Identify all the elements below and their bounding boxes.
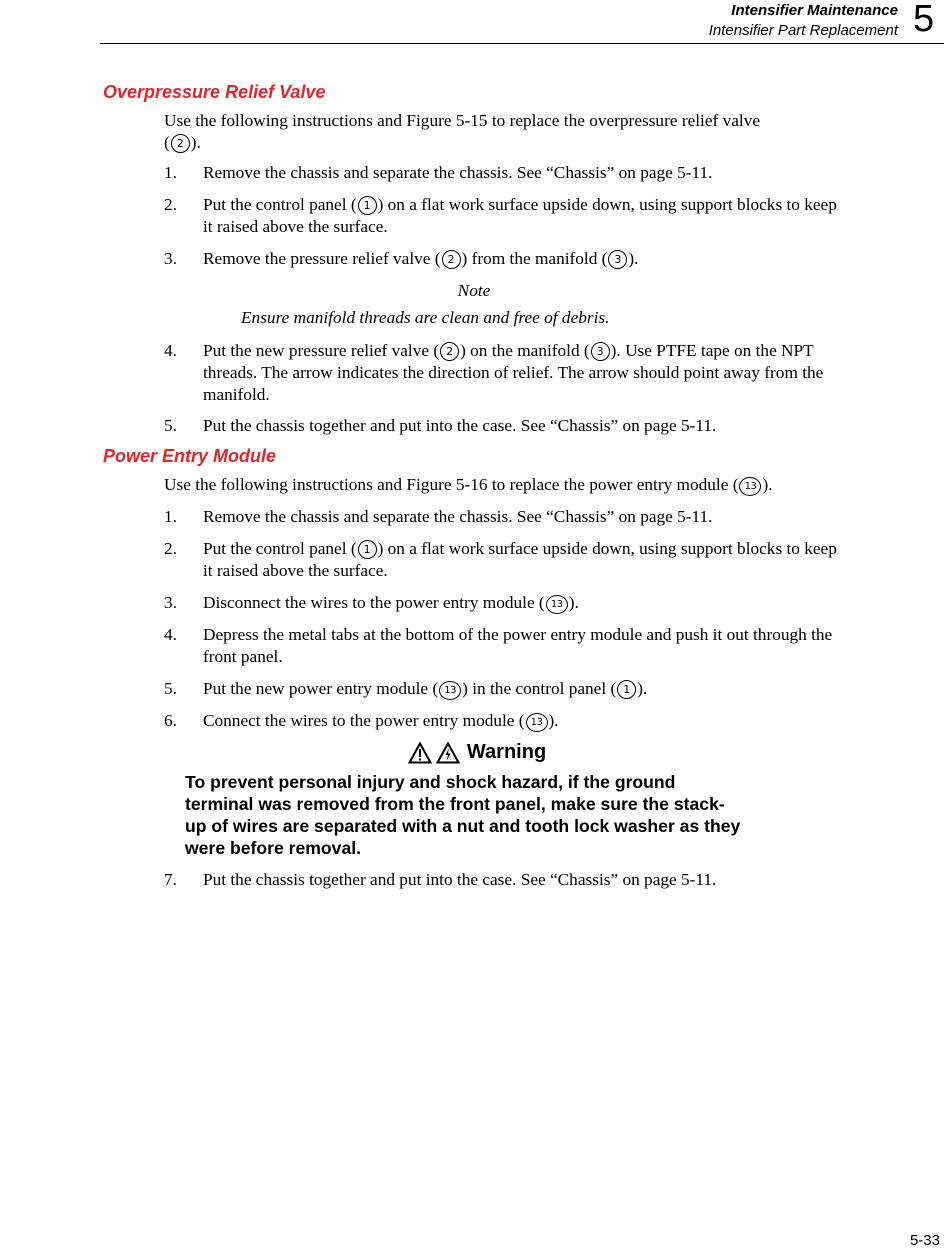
step-text: Put the chassis together and put into the case. See “Chassis” on page 5-11. [203, 870, 717, 889]
callout-13: 13 [546, 595, 568, 614]
list-item [164, 194, 844, 238]
callout-2: 2 [442, 250, 461, 269]
list-item [164, 248, 844, 270]
step-number: 5. [164, 679, 177, 698]
note-title: Note [457, 281, 491, 300]
header-rule [100, 43, 944, 44]
section-title-overpressure-relief-valve: Overpressure Relief Valve [103, 82, 326, 102]
callout-3: 3 [591, 342, 610, 361]
warning-text: To prevent personal injury and shock hazard, if the ground terminal was removed from the front panel, make sure the stack-up of wires are separated with a nut and tooth lock washer as they were before removal. [185, 772, 741, 858]
step-text: Remove the pressure relief valve ( 2 ) from the manifold ( 3 ). [203, 249, 639, 268]
list-item [164, 624, 844, 668]
callout-13: 13 [739, 477, 761, 496]
step-number: 5. [164, 416, 177, 435]
list-item [164, 415, 844, 437]
step-number: 7. [164, 870, 177, 889]
callout-2: 2 [171, 134, 190, 153]
step-text: Disconnect the wires to the power entry module ( 13 ). [203, 593, 579, 612]
list-item [164, 592, 844, 614]
callout-1: 1 [617, 680, 636, 699]
step-text: Put the control panel ( 1 ) on a flat work surface upside down, using support blocks to keep it raised above the surface. [203, 195, 837, 236]
list-item [164, 710, 844, 732]
intro-text: Use the following instructions and Figure 5-15 to replace the overpressure relief valve [164, 111, 761, 130]
section-title-power-entry-module: Power Entry Module [103, 446, 277, 466]
callout-13: 13 [439, 681, 461, 700]
list-item [164, 162, 844, 184]
list-item [164, 506, 844, 528]
step-number: 2. [164, 539, 177, 558]
list-item [164, 340, 844, 406]
step-number: 4. [164, 341, 177, 360]
step-number: 4. [164, 625, 177, 644]
step-text: Put the new power entry module ( 13 ) in the control panel ( 1 ). [203, 679, 648, 698]
chapter-number: 5 [913, 0, 935, 40]
step-text: Depress the metal tabs at the bottom of the power entry module and push it out through the front panel. [203, 625, 833, 666]
warning-label: Warning [466, 741, 547, 763]
step-number: 3. [164, 249, 177, 268]
warning-heading [408, 741, 546, 767]
callout-2: 2 [440, 342, 459, 361]
list-item [164, 678, 844, 700]
shock-hazard-icon [436, 742, 460, 764]
paren-open: ( [164, 133, 170, 152]
callout-1: 1 [358, 540, 377, 559]
step-text: Put the new pressure relief valve ( 2 ) on the manifold ( 3 ). Use PTFE tape on the NPT threads. The arrow indicates the direction of relief. The arrow should point away from the manifold. [203, 341, 824, 404]
step-number: 6. [164, 711, 177, 730]
step-number: 1. [164, 507, 177, 526]
page-number: 5-33 [909, 1232, 940, 1249]
header-subtitle: Intensifier Part Replacement [708, 22, 898, 39]
intro-text: Use the following instructions and Figure 5-16 to replace the power entry module ( [164, 475, 739, 494]
step-text: Connect the wires to the power entry module ( 13 ). [203, 711, 559, 730]
callout-13: 13 [526, 713, 548, 732]
step-number: 1. [164, 163, 177, 182]
step-text: Put the chassis together and put into the case. See “Chassis” on page 5-11. [203, 416, 717, 435]
step-text: Remove the chassis and separate the chassis. See “Chassis” on page 5-11. [203, 507, 713, 526]
callout-1: 1 [358, 196, 377, 215]
header-title: Intensifier Maintenance [731, 2, 898, 19]
list-item [164, 538, 844, 582]
paren-close: ). [190, 133, 201, 152]
section-intro: Use the following instructions and Figure 5-16 to replace the power entry module ( 13 ). [164, 475, 773, 494]
note-text: Ensure manifold threads are clean and free of debris. [241, 308, 610, 327]
step-number: 3. [164, 593, 177, 612]
step-number: 2. [164, 195, 177, 214]
callout-3: 3 [608, 250, 627, 269]
caution-triangle-icon [408, 742, 432, 764]
step-text: Remove the chassis and separate the chassis. See “Chassis” on page 5-11. [203, 163, 713, 182]
section-intro [164, 110, 844, 154]
list-item [164, 869, 844, 891]
step-text: Put the control panel ( 1 ) on a flat work surface upside down, using support blocks to keep it raised above the surface. [203, 539, 837, 580]
